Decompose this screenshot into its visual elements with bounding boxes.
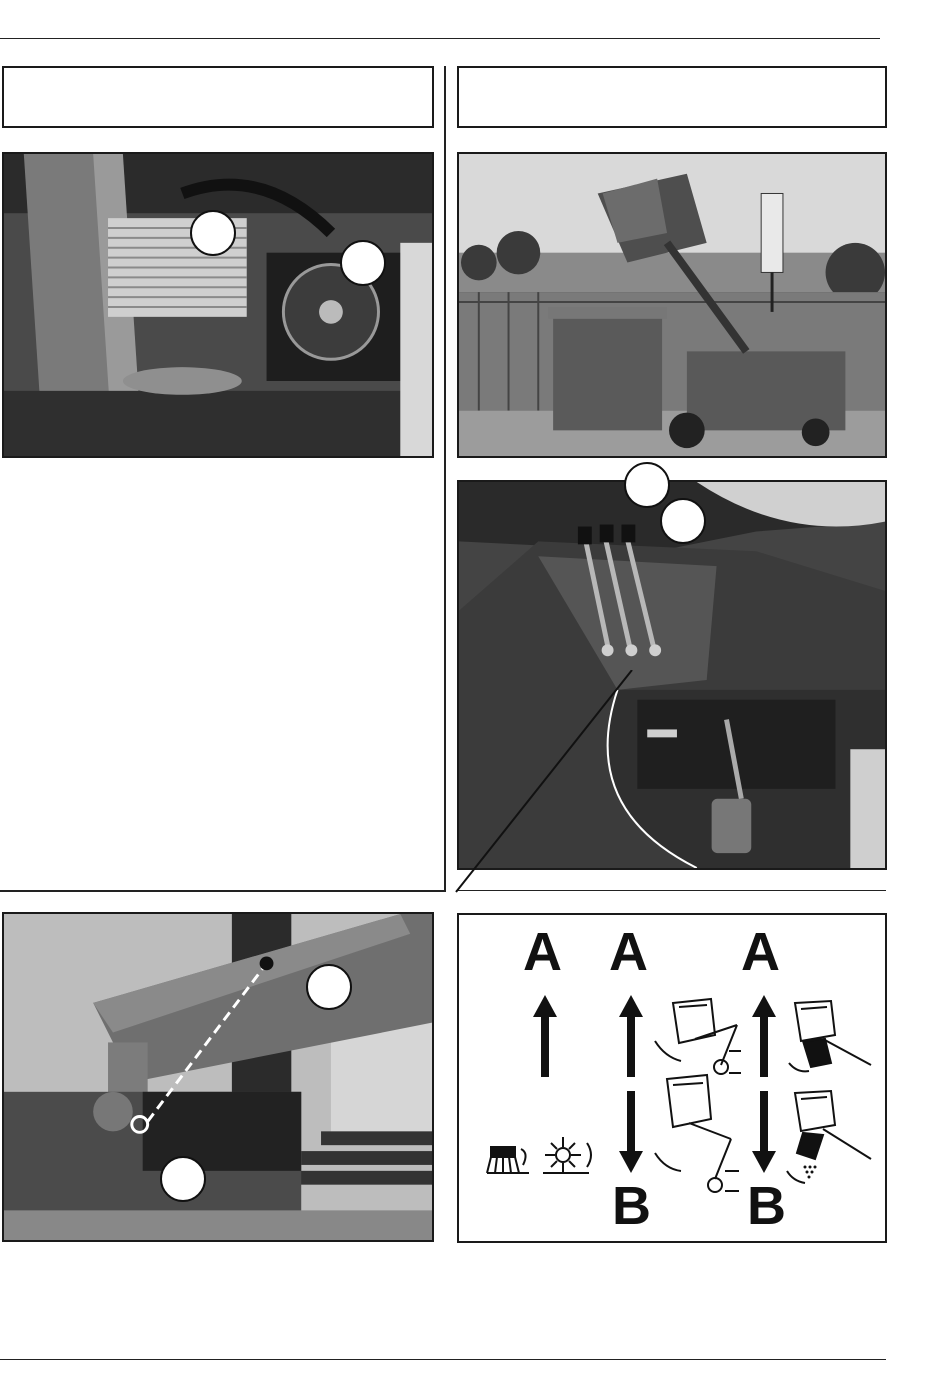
callout-radiator: [190, 210, 236, 256]
bottom-rule: [0, 1359, 886, 1360]
label-b-2: B: [747, 1176, 786, 1236]
hopper-arm-illustration: [4, 914, 432, 1240]
hopper-lower-icon: [655, 1075, 739, 1192]
photo-sweeper-dumping: [457, 152, 887, 458]
callout-fan: [340, 240, 386, 286]
radiator-fan-illustration: [4, 154, 432, 456]
lever-direction-diagram: [457, 913, 887, 1243]
sweeper-dumping-illustration: [459, 154, 885, 456]
photo-hopper-arm: [2, 912, 434, 1242]
photo-radiator-fan: [2, 152, 434, 458]
callout-lever-b: [660, 498, 706, 544]
side-brush-icon: [487, 1147, 529, 1173]
callout-arm-base: [160, 1156, 206, 1202]
left-heading-box: [2, 66, 434, 128]
main-brush-icon: [543, 1137, 591, 1173]
column-divider: [444, 66, 446, 892]
flap-close-icon: [787, 1091, 871, 1183]
top-rule: [0, 38, 880, 39]
arrow-up-down-3: [752, 995, 776, 1173]
label-b-1: B: [612, 1176, 651, 1236]
arrow-up-1: [533, 995, 557, 1077]
label-a-1: A: [523, 922, 562, 982]
flap-open-icon: [789, 1001, 871, 1071]
label-a-3: A: [741, 922, 780, 982]
hopper-raise-icon: [655, 999, 741, 1074]
callout-lever-a: [624, 462, 670, 508]
callout-arm-pivot: [306, 964, 352, 1010]
label-a-2: A: [609, 922, 648, 982]
right-heading-box: [457, 66, 887, 128]
magnifier-leader-line: [454, 670, 654, 895]
direction-arrows: [459, 915, 887, 1243]
left-section-divider: [0, 890, 446, 892]
arrow-up-down-2: [619, 995, 643, 1173]
